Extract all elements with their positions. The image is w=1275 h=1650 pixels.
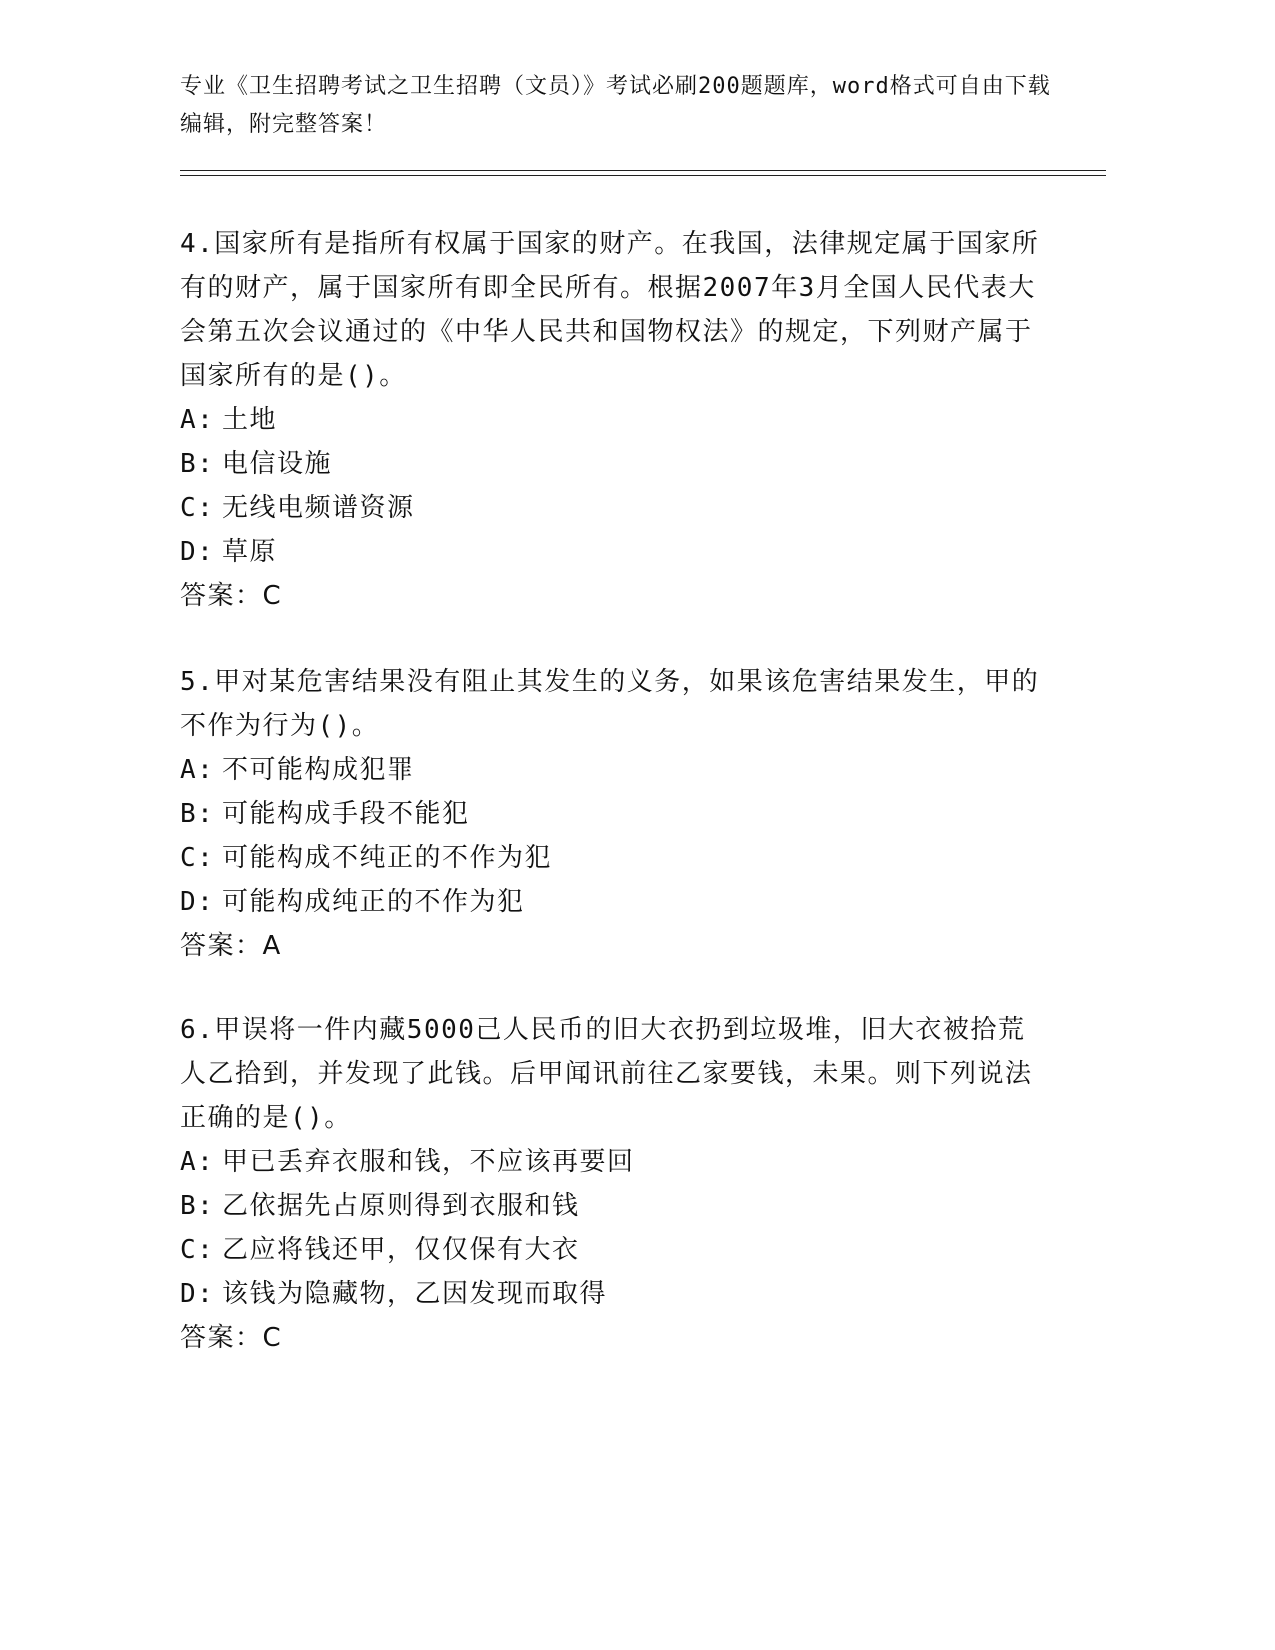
option-c [180,836,1040,880]
option-text: 可能构成纯正的不作为犯 [222,887,525,917]
option-letter: D: [180,887,215,917]
answer: 答案：A [180,931,282,961]
option-b [180,1184,1040,1228]
option-text: 甲已丢弃衣服和钱，不应该再要回 [222,1147,635,1177]
option-letter: D: [180,1279,215,1309]
header-rule-top [180,170,1106,171]
option-letter: C: [180,843,215,873]
option-text: 该钱为隐藏物，乙因发现而取得 [222,1279,608,1309]
option-letter: A: [180,405,215,435]
option-a [180,1140,1040,1184]
question-stem: 5.甲对某危害结果没有阻止其发生的义务，如果该危害结果发生，甲的不作为行为()。 [180,667,1040,741]
option-letter: A: [180,1147,215,1177]
question-stem: 4.国家所有是指所有权属于国家的财产。在我国，法律规定属于国家所有的财产，属于国家所有即全民所有。根据2007年3月全国人民代表大会第五次会议通过的《中华人民共和国物权法》的规定，下列财产属于国家所有的是()。 [180,229,1040,391]
header-rule-bottom [180,175,1106,176]
option-text: 可能构成不纯正的不作为犯 [222,843,553,873]
option-text: 无线电频谱资源 [222,493,415,523]
option-letter: C: [180,1235,215,1265]
option-letter: B: [180,1191,215,1221]
option-text: 电信设施 [222,449,333,479]
question-4 [180,222,1040,618]
option-text: 可能构成手段不能犯 [222,799,470,829]
answer: 答案：C [180,1323,283,1353]
option-letter: B: [180,799,215,829]
question-stem: 6.甲误将一件内藏5000己人民币的旧大衣扔到垃圾堆，旧大衣被拾荒人乙拾到，并发现了此钱。后甲闻讯前往乙家要钱，未果。则下列说法正确的是()。 [180,1015,1033,1133]
document-header: 专业《卫生招聘考试之卫生招聘（文员）》考试必刷200题题库，word格式可自由下载编辑，附完整答案！ [180,74,1051,137]
answer: 答案：C [180,581,283,611]
option-letter: C: [180,493,215,523]
option-text: 乙应将钱还甲，仅仅保有大衣 [222,1235,580,1265]
option-letter: D: [180,537,215,567]
option-letter: B: [180,449,215,479]
option-b [180,442,1040,486]
option-d [180,1272,1040,1316]
option-text: 不可能构成犯罪 [222,755,415,785]
option-text: 土地 [222,405,278,435]
question-5 [180,660,1040,968]
option-d [180,880,1040,924]
option-letter: A: [180,755,215,785]
option-a [180,398,1040,442]
option-a [180,748,1040,792]
option-d [180,530,1040,574]
option-text: 草原 [222,537,278,567]
option-c [180,1228,1040,1272]
question-6 [180,1008,1040,1360]
option-b [180,792,1040,836]
option-c [180,486,1040,530]
option-text: 乙依据先占原则得到衣服和钱 [222,1191,580,1221]
